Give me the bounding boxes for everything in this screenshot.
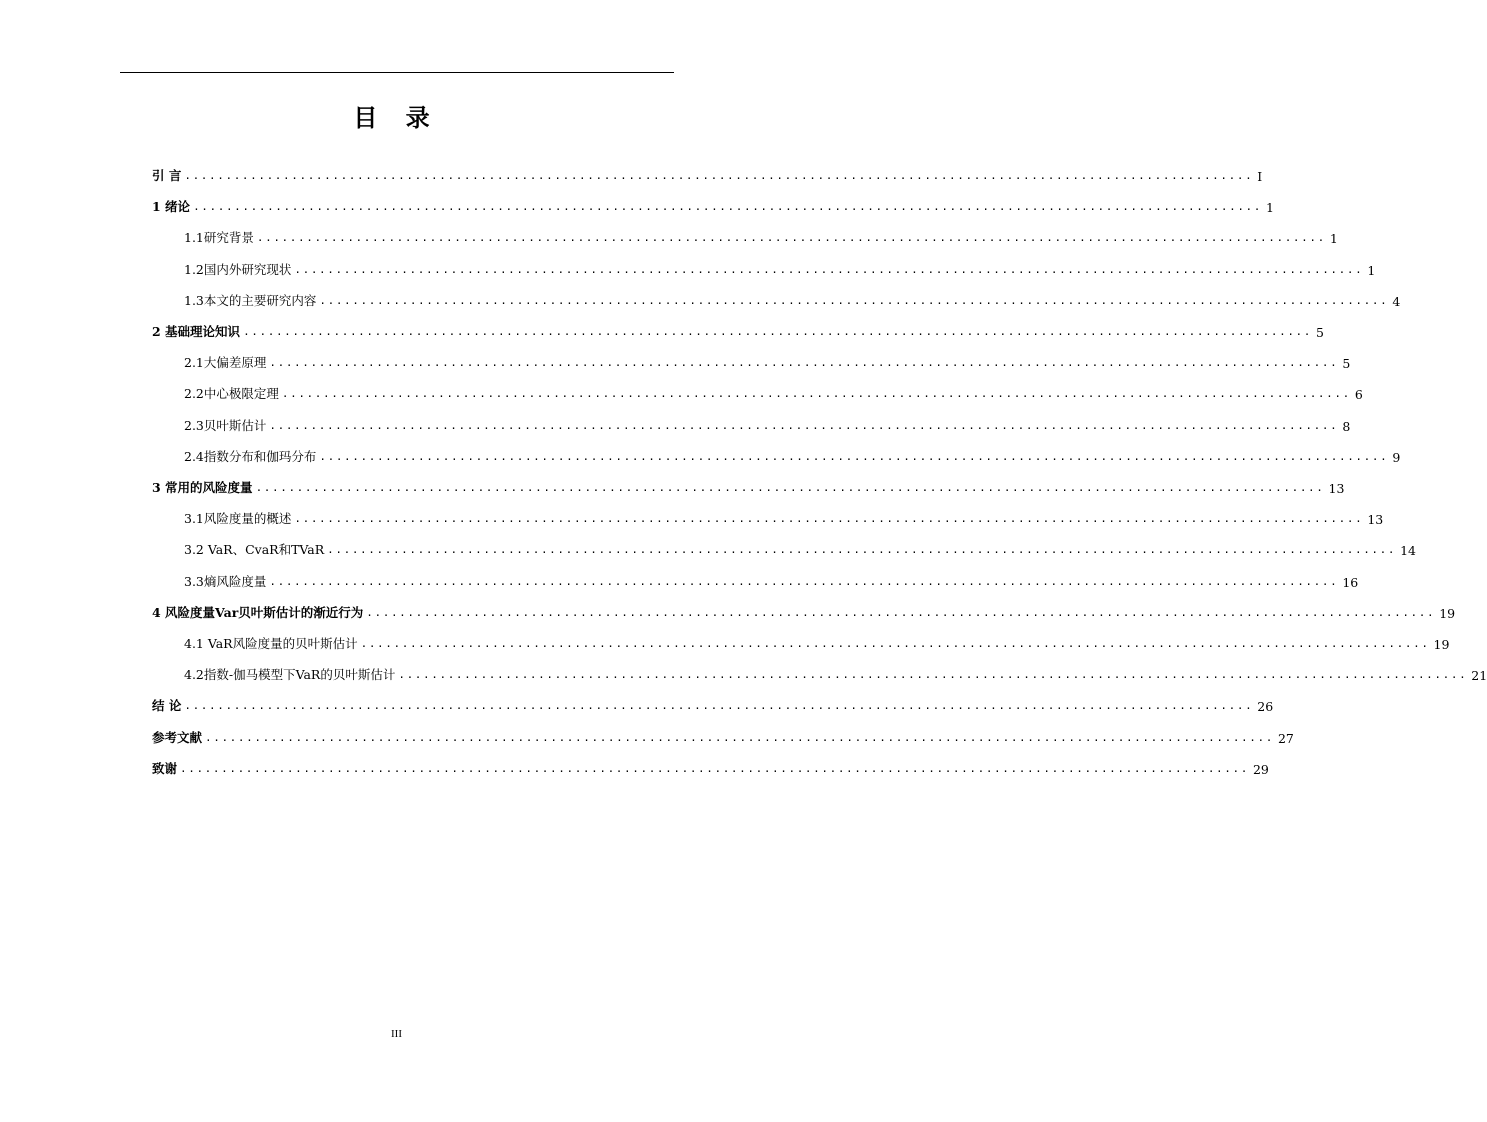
toc-entry-page-number: 5: [1342, 356, 1351, 372]
toc-entry-page-number: 14: [1400, 543, 1417, 559]
toc-entry-page-number: 13: [1367, 512, 1384, 528]
toc-entry-page-number: 1: [1329, 231, 1338, 247]
toc-dot-leader: ..................................................................................................................................: [193, 200, 1262, 214]
toc-section-entry[interactable]: [152, 443, 1401, 465]
toc-dot-leader: ..................................................................................................................................: [205, 730, 1274, 744]
toc-entry-label: 参考文献: [152, 729, 203, 745]
toc-entry-page-number: 1: [1367, 262, 1376, 278]
toc-dot-leader: ..................................................................................................................................: [256, 231, 1326, 245]
toc-entry-page-number: 4: [1392, 293, 1401, 309]
toc-chapter-entry[interactable]: [152, 599, 1456, 621]
toc-entry-page-number: 29: [1252, 761, 1269, 777]
toc-entry-label: 致谢: [152, 760, 178, 776]
toc-entry-page-number: 26: [1257, 699, 1274, 715]
toc-section-entry[interactable]: [152, 287, 1401, 309]
toc-chapter-entry[interactable]: [152, 162, 1263, 184]
toc-section-entry[interactable]: [152, 224, 1338, 247]
toc-dot-leader: ..................................................................................................................................: [319, 293, 1389, 307]
toc-dot-leader: ..................................................................................................................................: [360, 637, 1430, 650]
toc-entry-page-number: 13: [1328, 481, 1345, 496]
toc-entry-page-number: 6: [1354, 387, 1363, 403]
toc-title: 目 录: [353, 104, 440, 132]
toc-dot-leader: ..................................................................................................................................: [180, 761, 1249, 775]
toc-entry-page-number: 8: [1342, 418, 1351, 434]
toc-entry-label: 3.3熵风险度量: [184, 573, 267, 589]
toc-entry-page-number: 27: [1277, 730, 1294, 746]
toc-section-entry[interactable]: [152, 256, 1376, 278]
toc-dot-leader: ..................................................................................................................................: [255, 481, 1325, 494]
toc-section-entry[interactable]: [152, 505, 1384, 528]
toc-chapter-entry[interactable]: [152, 318, 1324, 340]
toc-entry-label: 2.4指数分布和伽玛分布: [184, 448, 317, 464]
toc-entry-label: 4 风险度量Var贝叶斯估计的渐近行为: [152, 604, 364, 620]
toc-entry-page-number: I: [1257, 169, 1263, 184]
toc-entry-label: 结 论: [152, 698, 182, 714]
toc-chapter-entry[interactable]: [152, 474, 1345, 496]
toc-entry-label: 2.1大偏差原理: [184, 355, 267, 371]
toc-entry-label: 3.2 VaR、CvaR和TVaR: [184, 542, 325, 558]
toc-section-entry[interactable]: [152, 568, 1359, 590]
toc-dot-leader: ..................................................................................................................................: [269, 356, 1339, 370]
toc-entry-label: 4.2指数-伽马模型下VaR的贝叶斯估计: [184, 667, 396, 683]
page-number: III: [391, 1028, 402, 1040]
toc-dot-leader: ..................................................................................................................................: [294, 512, 1364, 526]
toc-entry-page-number: 1: [1266, 200, 1274, 216]
toc-entry-page-number: 21: [1471, 668, 1487, 684]
toc-entry-page-number: 19: [1439, 605, 1456, 621]
toc-section-entry[interactable]: [152, 536, 1417, 559]
toc-entry-page-number: 9: [1392, 449, 1401, 465]
toc-entry-label: 1.3本文的主要研究内容: [184, 292, 317, 308]
toc-entry-label: 引 言: [152, 168, 182, 183]
toc-chapter-entry[interactable]: [152, 692, 1274, 715]
toc-entry-page-number: 16: [1342, 574, 1359, 590]
toc-dot-leader: ..................................................................................................................................: [281, 387, 1351, 401]
toc-entry-label: 3.1风险度量的概述: [184, 511, 292, 527]
toc-dot-leader: ..................................................................................................................................: [319, 449, 1389, 463]
toc-entry-label: 1.1研究背景: [184, 230, 254, 246]
toc-dot-leader: ..................................................................................................................................: [294, 262, 1364, 276]
toc-entry-label: 2 基础理论知识: [152, 324, 241, 339]
toc-entry-label: 2.3贝叶斯估计: [184, 417, 267, 433]
toc-entry-label: 4.1 VaR风险度量的贝叶斯估计: [184, 636, 358, 651]
toc-entry-label: 2.2中心极限定理: [184, 386, 279, 402]
toc-chapter-entry[interactable]: [152, 193, 1274, 216]
header-rule: [120, 72, 674, 73]
toc-dot-leader: ..................................................................................................................................: [269, 574, 1339, 588]
toc-section-entry[interactable]: [152, 661, 1487, 684]
toc-dot-leader: ..................................................................................................................................: [269, 418, 1339, 432]
toc-section-entry[interactable]: [152, 630, 1450, 652]
toc-dot-leader: ..................................................................................................................................: [184, 699, 1254, 713]
toc-chapter-entry[interactable]: [152, 724, 1294, 746]
toc-dot-leader: ..................................................................................................................................: [327, 543, 1397, 557]
toc-dot-leader: ..................................................................................................................................: [366, 605, 1436, 619]
toc-entry-label: 1.2国内外研究现状: [184, 261, 292, 277]
toc-entry-label: 3 常用的风险度量: [152, 480, 253, 495]
toc-entry-page-number: 19: [1433, 637, 1450, 652]
toc-section-entry[interactable]: [152, 349, 1351, 372]
toc-section-entry[interactable]: [152, 380, 1363, 403]
toc-dot-leader: ..................................................................................................................................: [184, 169, 1254, 182]
toc-section-entry[interactable]: [152, 412, 1351, 434]
toc-entry-page-number: 5: [1316, 325, 1324, 340]
toc-chapter-entry[interactable]: [152, 755, 1269, 777]
toc-dot-leader: ..................................................................................................................................: [398, 668, 1468, 682]
toc-dot-leader: ..................................................................................................................................: [243, 325, 1312, 338]
toc-entry-label: 1 绪论: [152, 199, 191, 215]
